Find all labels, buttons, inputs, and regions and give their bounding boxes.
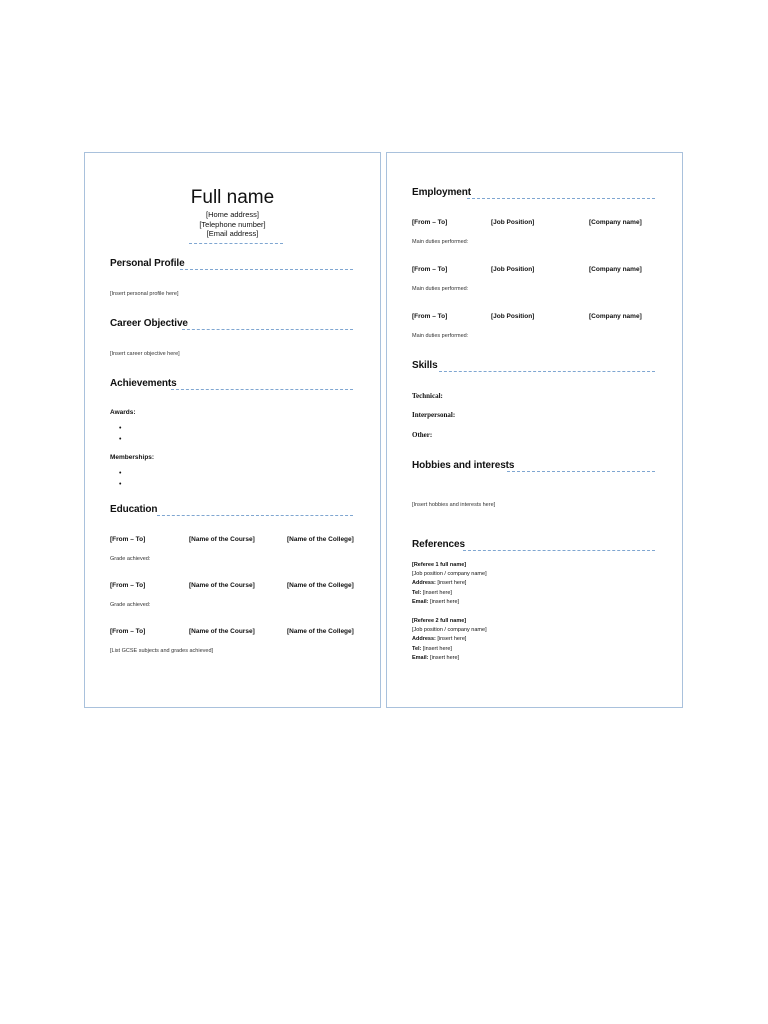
- employment-duties: Main duties performed:: [412, 286, 469, 292]
- section-divider: [180, 269, 353, 270]
- education-college: [Name of the College]: [287, 628, 354, 635]
- employment-heading: Employment: [412, 187, 472, 198]
- employment-company: [Company name]: [589, 219, 642, 226]
- skills-technical-label: Technical:: [412, 392, 443, 400]
- memberships-bullet: •: [119, 470, 122, 477]
- personal-profile-heading: Personal Profile: [110, 258, 185, 269]
- education-from-to: [From – To]: [110, 628, 146, 635]
- education-grade: Grade achieved:: [110, 602, 151, 608]
- personal-profile-placeholder: [Insert personal profile here]: [110, 291, 179, 297]
- section-divider: [182, 329, 353, 330]
- telephone-number: [Telephone number]: [199, 219, 266, 229]
- section-divider: [507, 471, 655, 472]
- reference-name: [Referee 1 full name]: [412, 562, 467, 568]
- employment-from-to: [From – To]: [412, 313, 448, 320]
- employment-position: [Job Position]: [491, 313, 535, 320]
- skills-heading: Skills: [412, 360, 438, 371]
- skills-other-label: Other:: [412, 431, 433, 439]
- reference-address: [insert here]: [435, 636, 467, 643]
- hobbies-placeholder: [Insert hobbies and interests here]: [412, 502, 496, 508]
- achievements-heading: Achievements: [110, 378, 177, 389]
- reference-email-label: Email:: [412, 598, 429, 605]
- career-objective-heading: Career Objective: [110, 318, 188, 329]
- resume-page-left: [84, 152, 381, 708]
- section-divider: [157, 515, 353, 516]
- full-name-title: Full name: [190, 187, 275, 208]
- education-from-to: [From – To]: [110, 536, 146, 543]
- reference-position: [Job position / company name]: [412, 571, 487, 578]
- education-course: [Name of the Course]: [189, 628, 255, 635]
- employment-duties: Main duties performed:: [412, 239, 469, 245]
- section-divider: [463, 550, 655, 551]
- reference-email: [insert here]: [428, 598, 460, 605]
- education-college: [Name of the College]: [287, 536, 354, 543]
- education-college: [Name of the College]: [287, 582, 354, 589]
- hobbies-heading: Hobbies and interests: [412, 460, 515, 471]
- memberships-bullet: •: [119, 481, 122, 488]
- reference-tel-label: Tel:: [412, 589, 422, 596]
- reference-tel-label: Tel:: [412, 645, 422, 652]
- reference-tel: [insert here]: [421, 589, 452, 596]
- reference-address-label: Address:: [412, 636, 436, 643]
- reference-email-label: Email:: [412, 654, 429, 661]
- education-heading: Education: [110, 504, 158, 515]
- references-heading: References: [412, 539, 465, 550]
- reference-address: [insert here]: [435, 580, 467, 587]
- awards-bullet: •: [119, 425, 122, 432]
- education-from-to: [From – To]: [110, 582, 146, 589]
- employment-from-to: [From – To]: [412, 219, 448, 226]
- home-address: [Home address]: [206, 210, 259, 219]
- reference-1: [412, 561, 487, 607]
- education-course: [Name of the Course]: [189, 582, 255, 589]
- employment-duties: Main duties performed:: [412, 333, 469, 339]
- email-address: [Email address]: [206, 229, 259, 238]
- reference-name: [Referee 2 full name]: [412, 618, 467, 624]
- career-objective-placeholder: [Insert career objective here]: [110, 351, 180, 357]
- resume-page-right: [386, 152, 683, 708]
- employment-company: [Company name]: [589, 313, 642, 320]
- section-divider: [171, 389, 353, 390]
- employment-from-to: [From – To]: [412, 266, 448, 273]
- reference-tel: [insert here]: [421, 645, 452, 652]
- employment-position: [Job Position]: [491, 266, 535, 273]
- education-grade: Grade achieved:: [110, 556, 151, 562]
- reference-position: [Job position / company name]: [412, 627, 487, 634]
- section-divider: [439, 371, 655, 372]
- employment-position: [Job Position]: [491, 219, 535, 226]
- employment-company: [Company name]: [589, 266, 642, 273]
- education-gcse-note: [List GCSE subjects and grades achieved]: [110, 648, 214, 654]
- reference-2: [412, 617, 487, 663]
- reference-address-label: Address:: [412, 580, 436, 587]
- section-divider: [467, 198, 655, 199]
- reference-email: [insert here]: [428, 654, 460, 661]
- memberships-label: Memberships:: [110, 454, 155, 461]
- header-divider: [189, 243, 283, 244]
- awards-label: Awards:: [110, 409, 136, 416]
- skills-interpersonal-label: Interpersonal:: [412, 411, 456, 419]
- awards-bullet: •: [119, 436, 122, 443]
- education-course: [Name of the Course]: [189, 536, 255, 543]
